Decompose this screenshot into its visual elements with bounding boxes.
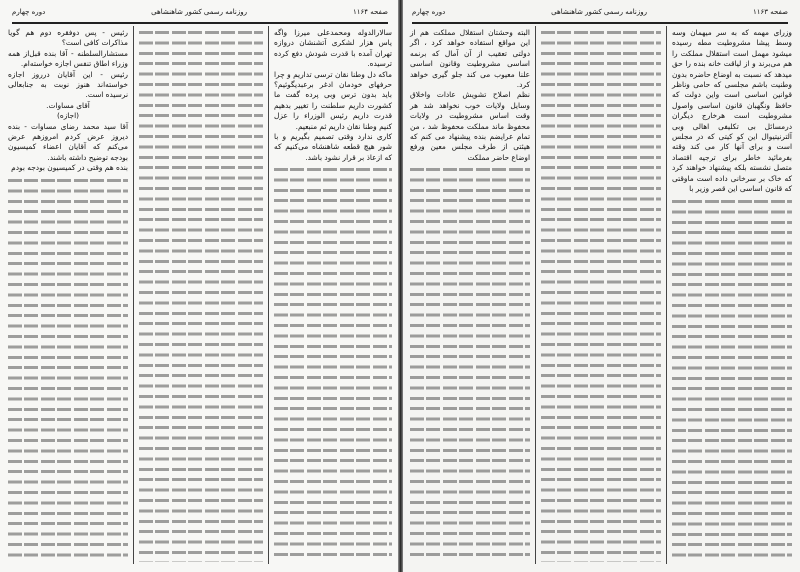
- column-divider: [666, 26, 667, 564]
- column-left-2: [139, 28, 263, 562]
- body-text-block: [672, 197, 792, 563]
- page-number: صفحه ۱۱۶۳: [752, 8, 788, 16]
- column-divider: [133, 26, 134, 564]
- text-line: ماکه دل وطنا نقان ترسی تداریم و چرا حرفهای خودمان ادغر برعبدیگوئیم؟ باید بدون ترس وبی پرده گفت ما کشورت داریم سلطنت را تغییر بدهیم قدرت داریم رئیس الوزراء را عزل کنیم وطنا نقان داریم ثم منبعیم.: [274, 69, 392, 131]
- body-text-block: [410, 165, 530, 562]
- right-page: [400, 0, 800, 572]
- column-right-2: [541, 28, 661, 562]
- column-left-3: [274, 28, 392, 562]
- speaker-heading: آقای مساوات.: [46, 100, 90, 110]
- page-number: صفحه ۱۱۶۴: [352, 8, 388, 16]
- newspaper-title: روزنامه رسمی کشور شاهنشاهی: [151, 8, 247, 16]
- column-right-1: [410, 28, 530, 562]
- text-line: نظم اصلاح تشویش عادات واخلاق وسایل ولایات خوب نخواهد شد هر وقت اساس مشروطیت در ولایات محفوظ ماند مملکت محفوظ شد ، من تمام عرایضم بنده پیشنهاد می کنم که هیئتی از طرف مجلس معین ورفع اوضاع حاضر مملکت: [410, 90, 530, 162]
- page-header: [12, 6, 388, 18]
- body-text-block: [139, 28, 263, 562]
- column-divider: [268, 26, 269, 564]
- text-line: بنده هم وقتی در کمیسیون بودجه بودم: [11, 163, 128, 173]
- body-text-block: [274, 165, 392, 562]
- column-left-1: [8, 28, 128, 562]
- body-text-block: [8, 176, 128, 562]
- text-line: کاری ندارد وقتی تصمیم بگیریم و با شور هیچ قطعه شاهنشاه می‌کنیم که که ازعاذ بر قرار نشود باشد.: [274, 132, 392, 162]
- text-line: مستشارالسلطنه - آقا بنده قبل‌از همه وزراء اطاق تنفس اجازه خواسته‌ام.: [8, 48, 128, 69]
- page-header: [412, 6, 788, 18]
- text-line: سالارالدوله ومحمدعلی میرزا واگه یاس هزار لشکری آتشنشان دروازه تهران آمده با قدرت شودش دفع کرده ترسیده.: [274, 28, 392, 69]
- text-line: وزرای مهمه که به سر میهمان وسه وسط پیشا مشروطیت مطه رسیده میشود مهمل است استقلال مملکت را هم می‌برند و از لیاقت خانه بنده را حق میدهد که نسبت به اوضاع حاضره بدون وطنیت باشم مجلسی که حامی وناظر قوانین اساسی است واین دولت که حافظ ونگهبان قانون اساسی واصول مشروطیت است هرخارج دیگران درمسائل بی تکلیفی اهالی وبی آلترنیتیوال این کو کیتی که در مجلس است و برای آنها کار می کند وقته بفرمائید خاطر برای ترجیه اقتصاد متصل نشسته بلکه پیشنهاد خواهند کرد که خاک بر سرخانی داده است ماوقتی که قانون اساسی این قصر وزیر با: [672, 28, 792, 194]
- text-line: رئیس - پس دوفقره دوم هم گویا مذاکرات کافی است؟: [8, 28, 128, 48]
- body-text-block: [541, 28, 661, 562]
- permission-note: (اجازه): [56, 111, 80, 121]
- text-line: البته وحشتان استقلال مملکت هم از این مواقع استفاده خواهد کرد ، اگر دولتی تعقیب از آن آمال که برنمه اساسی مشروطیت وقانون اساسی علنا معیوب می کند جلو گیری خواهد کرد.: [410, 28, 530, 90]
- period-label: دوره چهارم: [412, 8, 446, 16]
- text-line: رئیس - این آقایان درروز اجازه خواسته‌اند هنوز نوبت به جنابعالی نرسیده است.: [8, 69, 128, 100]
- column-right-3: [672, 28, 792, 562]
- book-spine: [398, 0, 403, 572]
- header-rule: [12, 22, 388, 24]
- header-rule: [412, 22, 788, 24]
- text-line: آقا سید محمد رضای مساوات - بنده دیروز عرض کردم امروزهم عرض می‌کنم که آقایان اعضاء کمیسیون بودجه توضیح داشته باشند.: [8, 121, 128, 162]
- period-label: دوره چهارم: [12, 8, 46, 16]
- newspaper-title: روزنامه رسمی کشور شاهنشاهی: [551, 8, 647, 16]
- column-divider: [535, 26, 536, 564]
